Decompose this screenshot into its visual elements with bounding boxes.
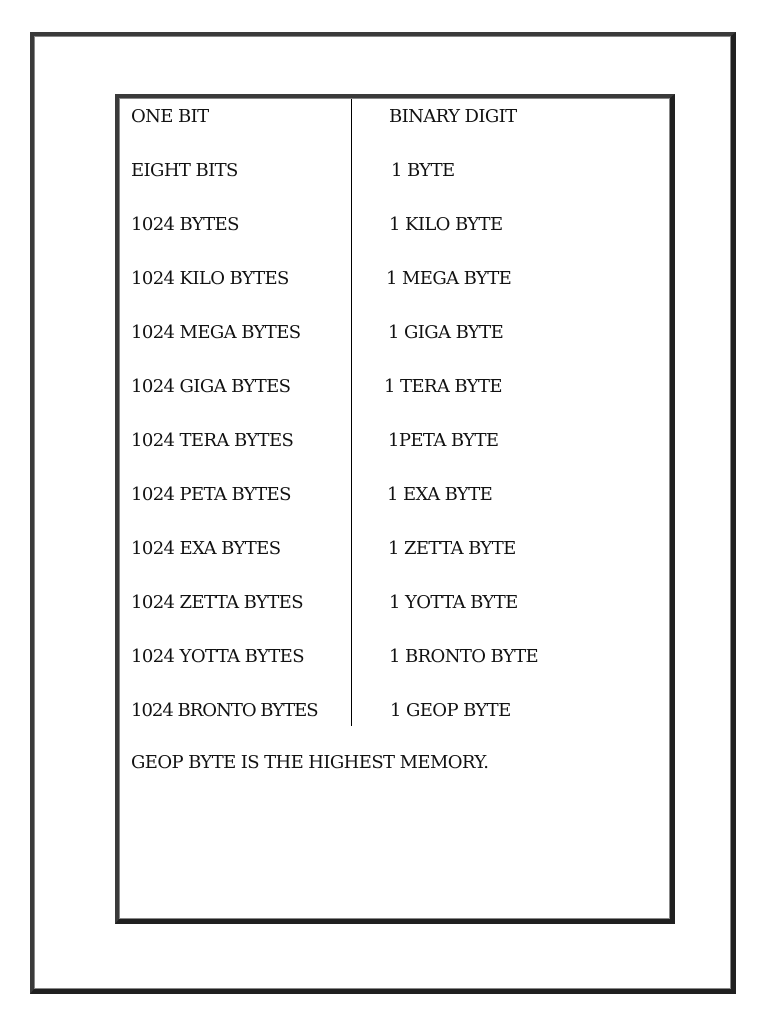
table-cell-right-11: 1 BRONTO BYTE — [389, 646, 539, 667]
table-cell-right-10: 1 YOTTA BYTE — [389, 592, 518, 613]
table-cell-left-2: EIGHT BITS — [131, 160, 238, 181]
table-cell-left-1: ONE BIT — [131, 106, 209, 127]
table-cell-left-7: 1024 TERA BYTES — [131, 430, 294, 451]
closing-statement: GEOP BYTE IS THE HIGHEST MEMORY. — [131, 752, 489, 773]
table-cell-left-11: 1024 YOTTA BYTES — [131, 646, 304, 667]
table-cell-left-8: 1024 PETA BYTES — [131, 484, 291, 505]
table-cell-left-5: 1024 MEGA BYTES — [131, 322, 301, 343]
table-cell-right-7: 1PETA BYTE — [388, 430, 499, 451]
table-cell-right-6: 1 TERA BYTE — [384, 376, 502, 397]
table-cell-right-8: 1 EXA BYTE — [387, 484, 493, 505]
table-cell-right-9: 1 ZETTA BYTE — [388, 538, 516, 559]
table-cell-right-3: 1 KILO BYTE — [389, 214, 503, 235]
table-cell-left-3: 1024 BYTES — [131, 214, 239, 235]
table-cell-right-5: 1 GIGA BYTE — [388, 322, 504, 343]
table-cell-left-6: 1024 GIGA BYTES — [131, 376, 291, 397]
column-divider — [351, 99, 352, 726]
table-cell-right-12: 1 GEOP BYTE — [390, 700, 511, 721]
table-cell-left-9: 1024 EXA BYTES — [131, 538, 281, 559]
table-cell-left-10: 1024 ZETTA BYTES — [131, 592, 303, 613]
table-cell-right-1: BINARY DIGIT — [389, 106, 517, 127]
table-cell-left-4: 1024 KILO BYTES — [131, 268, 289, 289]
table-cell-right-2: 1 BYTE — [391, 160, 455, 181]
table-cell-right-4: 1 MEGA BYTE — [386, 268, 512, 289]
table-cell-left-12: 1024 BRONTO BYTES — [131, 700, 318, 721]
